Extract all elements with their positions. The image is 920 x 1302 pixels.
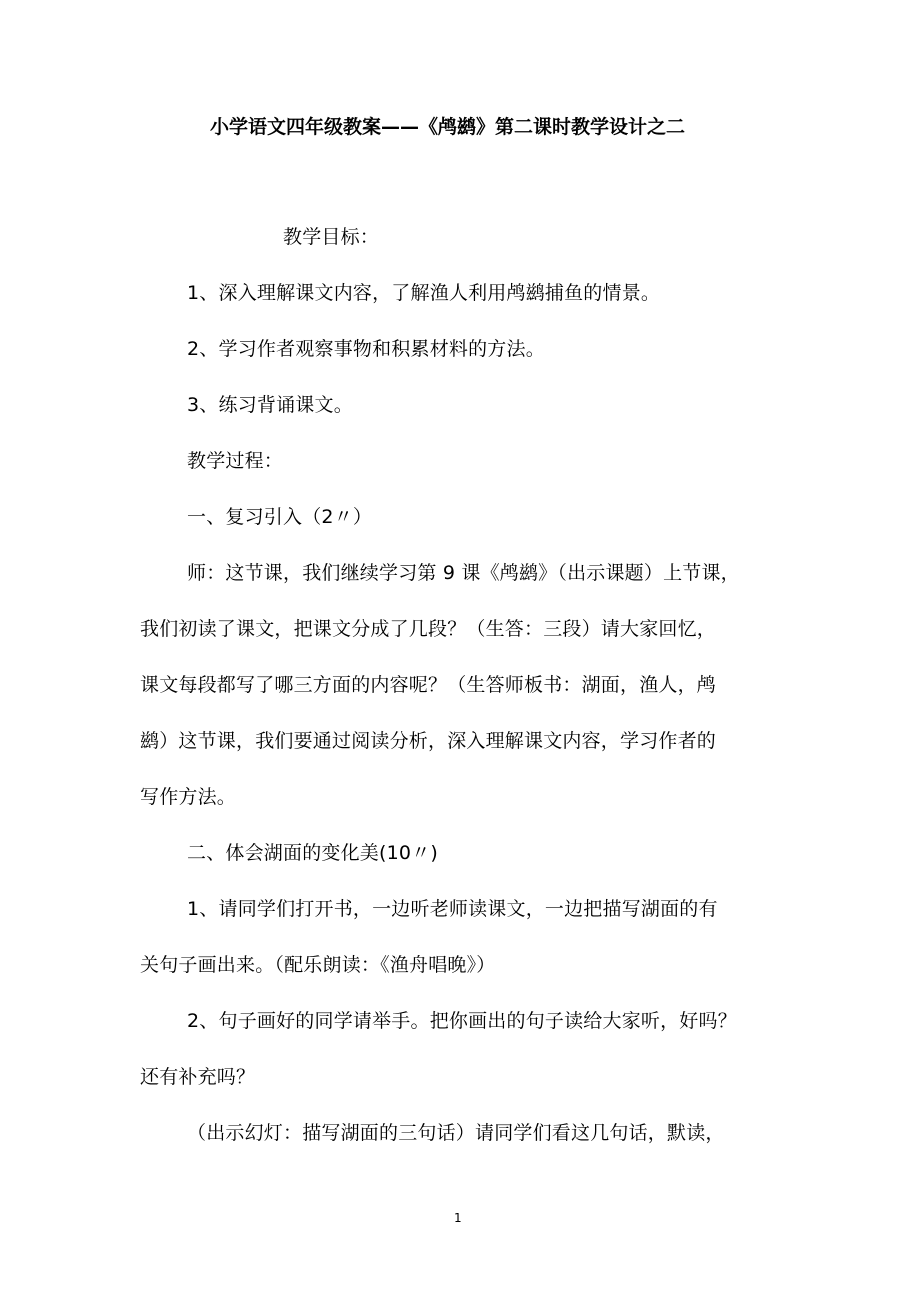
text-line: 2、学习作者观察事物和积累材料的方法。	[187, 338, 545, 360]
text-line: 二、体会湖面的变化美(10〃)	[187, 842, 439, 864]
text-line: 1、请同学们打开书，一边听老师读课文，一边把描写湖面的有	[187, 898, 718, 920]
text-line: 课文每段都写了哪三方面的内容呢？（生答师板书：湖面，渔人，鸬	[140, 674, 717, 696]
text-line: 3、练习背诵课文。	[187, 394, 353, 416]
text-line: 鹚）这节课，我们要通过阅读分析，深入理解课文内容，学习作者的	[140, 730, 717, 752]
text-line: 还有补充吗？	[140, 1066, 256, 1088]
text-line: （出示幻灯：描写湖面的三句话）请同学们看这几句话，默读，	[187, 1122, 725, 1144]
document-title: 小学语文四年级教案——《鸬鹚》第二课时教学设计之二	[210, 116, 686, 138]
text-line: 关句子画出来。（配乐朗读：《渔舟唱晚》）	[140, 954, 496, 976]
text-line: 一、复习引入（2〃）	[187, 506, 373, 528]
text-line: 师：这节课，我们继续学习第 9 课《鸬鹚》（出示课题）上节课，	[187, 562, 740, 584]
page-number: 1	[454, 1211, 462, 1225]
text-line: 1、深入理解课文内容，了解渔人利用鸬鹚捕鱼的情景。	[187, 282, 661, 304]
text-line: 教学目标：	[283, 226, 380, 248]
text-line: 2、句子画好的同学请举手。把你画出的句子读给大家听，好吗？	[187, 1010, 737, 1032]
text-line: 我们初读了课文，把课文分成了几段？（生答：三段）请大家回忆，	[140, 618, 717, 640]
text-line: 写作方法。	[140, 786, 237, 808]
text-line: 教学过程：	[187, 450, 284, 472]
